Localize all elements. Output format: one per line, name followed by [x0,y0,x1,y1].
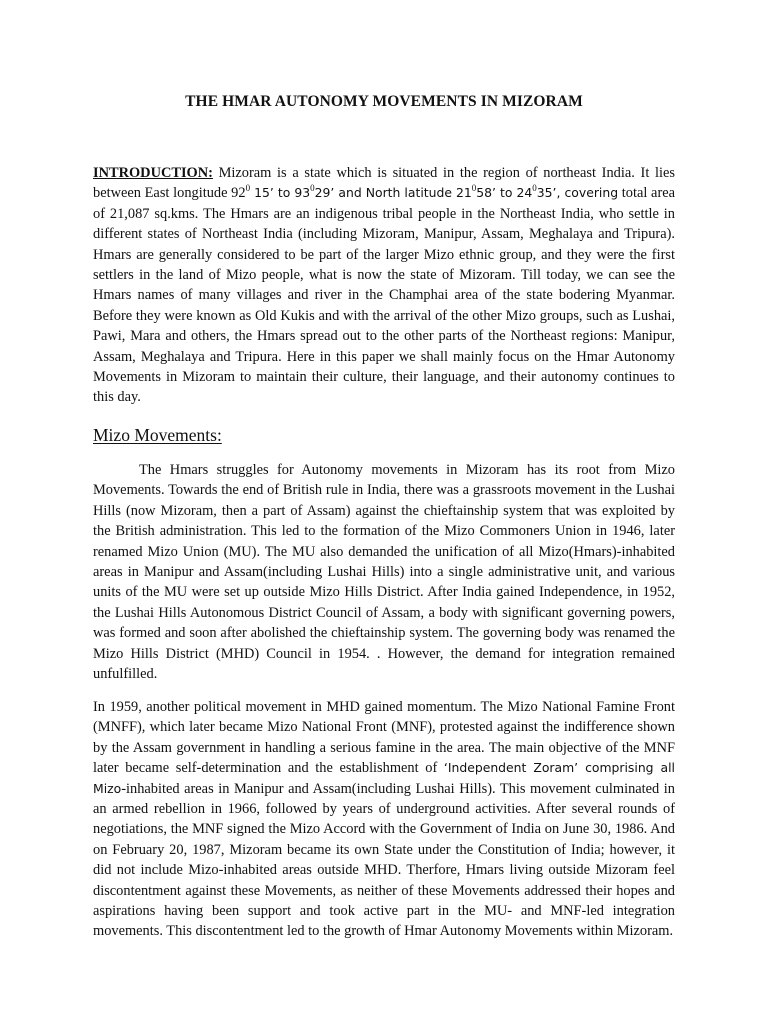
mnf-text-2: -inhabited areas in Manipur and Assam(including Lushai Hills). This movement culminated in an armed rebellion in 1966, followed by years of underground activities. After several rounds of negotiations, the MNF signed the Mizo Accord with the Government of India on June 30, 1986. And on February 20, 1987, Mizoram became its own State under the Constitution of India; however, it did not include Mizo-inhabited areas outside MHD. Therfore, Hmars living outside Mizoram feel discontentment against these Movements, as neither of these Movements addressed their hopes and aspirations having been support and took active part in the MU- and MNF-led integration movements. This discontentment led to the growth of Hmar Autonomy Movements within Mizoram. [93,780,675,940]
mnf-text-1: In 1959, another political movement in MHD gained momentum. The Mizo National Famine Front (MNFF), which later became Mizo National Front (MNF), protested against the indifference shown by the Assam government in handling a serious famine in the area. The main objective of the MNF later became self-determination and the establishment of [93,699,675,777]
mnf-paragraph [93,697,675,942]
degree-superscript: 0 [532,183,537,194]
intro-text-3: 29’ and North latitude 21 [314,185,472,201]
mnf-text-quote: ‘Independent Zoram’ comprising all Mizo [93,760,675,796]
intro-text-2: 15’ to 93 [250,185,311,201]
degree-superscript: 0 [245,183,251,194]
mizo-movements-paragraph [93,460,675,684]
degree-superscript: 0 [310,183,315,194]
intro-text-1: Mizoram is a state which is situated in the region of northeast India. It lies between East longitude 92 [93,165,675,202]
intro-text-5: 35’, covering [536,185,619,201]
introduction-label: INTRODUCTION: [93,165,213,181]
mizo-movements-heading: Mizo Movements: [93,425,222,445]
mizo-movements-text: The Hmars struggles for Autonomy movements in Mizoram has its root from Mizo Movements. Towards the end of British rule in India, there was a grassroots movement in the Lushai Hills (now Mizoram, then a part of Assam) against the chieftainship system that was exploited by the British administration. This led to the formation of the Mizo Commoners Union in 1946, later renamed Mizo Union (MU). The MU also demanded the unification of all Mizo(Hmars)-inhabited areas in Manipur and Assam(including Lushai Hills) into a single administrative unit, and various units of the MU were set up outside Mizo Hills District. After India gained Independence, in 1952, the Lushai Hills Autonomous District Council of Assam, a body with significant governing powers, was formed and soon after abolished the chieftainship system. The governing body was renamed the Mizo Hills District (MHD) Council in 1954. . However, the demand for integration remained unfulfilled. [93,462,675,683]
document-page [93,0,675,1024]
introduction-paragraph [93,163,675,408]
document-title: THE HMAR AUTONOMY MOVEMENTS IN MIZORAM [185,93,583,110]
intro-text-rest: total area of 21,087 sq.kms. The Hmars are an indigenous tribal people in the Northeast India, who settle in different states of Northeast India (including Mizoram, Manipur, Assam, Meghalaya and Tripura). Hmars are generally considered to be part of the larger Mizo ethnic group, and they were the first settlers in the land of Mizo people, what is now the state of Mizoram. Till today, we can see the Hmars names of many villages and river in the Champhai area of the state bodering Myanmar. Before they were known as Old Kukis and with the arrival of the other Mizo groups, such as Lushai, Pawi, Mara and others, the Hmars spread out to the other parts of the Northeast regions: Manipur, Assam, Meghalaya and Tripura. Here in this paper we shall mainly focus on the Hmar Autonomy Movements in Mizoram to maintain their culture, their language, and their autonomy continues to this day. [93,185,676,406]
intro-text-4: 58’ to 24 [476,185,533,201]
degree-superscript: 0 [471,183,477,194]
